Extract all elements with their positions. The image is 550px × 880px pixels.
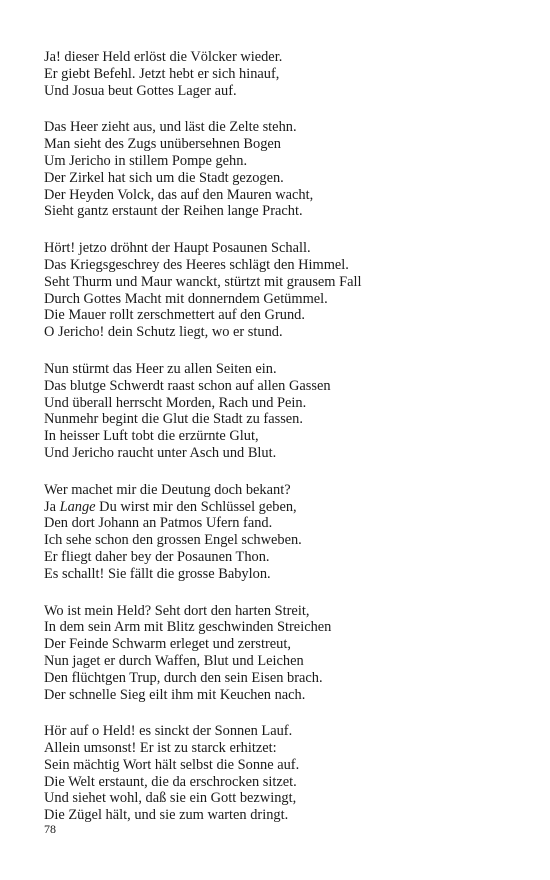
- verse-line: Der Heyden Volck, das auf den Mauren wacht,: [44, 186, 314, 203]
- verse-line: Das Heer zieht aus, und läst die Zelte stehn.: [44, 119, 297, 136]
- verse-line: Wo ist mein Held? Seht dort den harten Streit,: [44, 602, 310, 619]
- verse-line: Hört! jetzo dröhnt der Haupt Posaunen Schall.: [44, 240, 311, 257]
- verse-line: Ja! dieser Held erlöst die Völcker wieder.: [44, 49, 283, 65]
- verse-line: Und siehet wohl, daß sie ein Gott bezwingt,: [44, 790, 297, 807]
- verse-line: Ich sehe schon den grossen Engel schweben.: [44, 532, 302, 549]
- stanza-1: [44, 49, 514, 99]
- verse-line: Durch Gottes Macht mit donnerndem Getümmel.: [44, 290, 328, 307]
- stanza-5: [44, 482, 514, 583]
- poem-page: [44, 49, 514, 844]
- verse-line: Die Mauer rollt zerschmettert auf den Grund.: [44, 307, 305, 324]
- verse-line: Hör auf o Held! es sinckt der Sonnen Lauf.: [44, 723, 293, 740]
- verse-line: Man sieht des Zugs unübersehnen Bogen: [44, 136, 282, 153]
- verse-line: Wer machet mir die Deutung doch bekant?: [44, 481, 291, 498]
- verse-line-start: Ja: [44, 498, 60, 515]
- verse-line: Nun stürmt das Heer zu allen Seiten ein.: [44, 360, 277, 377]
- verse-line: Nunmehr begint die Glut die Stadt zu fassen.: [44, 411, 303, 428]
- verse-line-rest: Du wirst mir den Schlüssel geben,: [95, 498, 297, 515]
- verse-line-with-italic: [44, 499, 514, 516]
- verse-line: In dem sein Arm mit Blitz geschwinden Streichen: [44, 619, 332, 636]
- stanza-7: [44, 723, 514, 824]
- verse-line: Allein umsonst! Er ist zu starck erhitzet:: [44, 740, 277, 757]
- stanza-6: [44, 603, 514, 704]
- stanza-2: [44, 119, 514, 220]
- verse-line: Er fliegt daher bey der Posaunen Thon.: [44, 548, 270, 565]
- verse-line: Es schallt! Sie fällt die grosse Babylon.: [44, 565, 271, 582]
- verse-line: Und Josua beut Gottes Lager auf.: [44, 82, 237, 99]
- stanza-4: [44, 361, 514, 462]
- verse-line: Der Feinde Schwarm erleget und zerstreut,: [44, 636, 291, 653]
- stanza-3: [44, 240, 514, 341]
- verse-line: Der schnelle Sieg eilt ihm mit Keuchen nach.: [44, 686, 306, 703]
- verse-line: Und Jericho raucht unter Asch und Blut.: [44, 444, 277, 461]
- verse-line: Den flüchtgen Trup, durch den sein Eisen brach.: [44, 669, 323, 686]
- verse-line: Er giebt Befehl. Jetzt hebt er sich hinauf,: [44, 65, 280, 82]
- verse-line: Sieht gantz erstaunt der Reihen lange Pracht.: [44, 203, 303, 220]
- verse-line: Der Zirkel hat sich um die Stadt gezogen.: [44, 169, 284, 186]
- verse-line: Das Kriegsgeschrey des Heeres schlägt den Himmel.: [44, 256, 349, 273]
- verse-line: Seht Thurm und Maur wanckt, stürtzt mit grausem Fall: [44, 273, 362, 290]
- verse-line: Und überall herrscht Morden, Rach und Pein.: [44, 394, 307, 411]
- verse-line: In heisser Luft tobt die erzürnte Glut,: [44, 428, 259, 445]
- verse-line: Um Jericho in stillem Pompe gehn.: [44, 152, 248, 169]
- verse-line: Den dort Johann an Patmos Ufern fand.: [44, 515, 273, 532]
- verse-line: Sein mächtig Wort hält selbst die Sonne auf.: [44, 756, 300, 773]
- italic-name: Lange: [59, 498, 96, 515]
- verse-line: Die Zügel hält, und sie zum warten dringt.: [44, 807, 289, 824]
- verse-line: Die Welt erstaunt, die da erschrocken sitzet.: [44, 773, 297, 790]
- verse-line: Nun jaget er durch Waffen, Blut und Leichen: [44, 652, 304, 669]
- verse-line: Das blutge Schwerdt raast schon auf allen Gassen: [44, 377, 331, 394]
- verse-line: O Jericho! dein Schutz liegt, wo er stund.: [44, 324, 283, 341]
- page-number: 78: [44, 822, 56, 836]
